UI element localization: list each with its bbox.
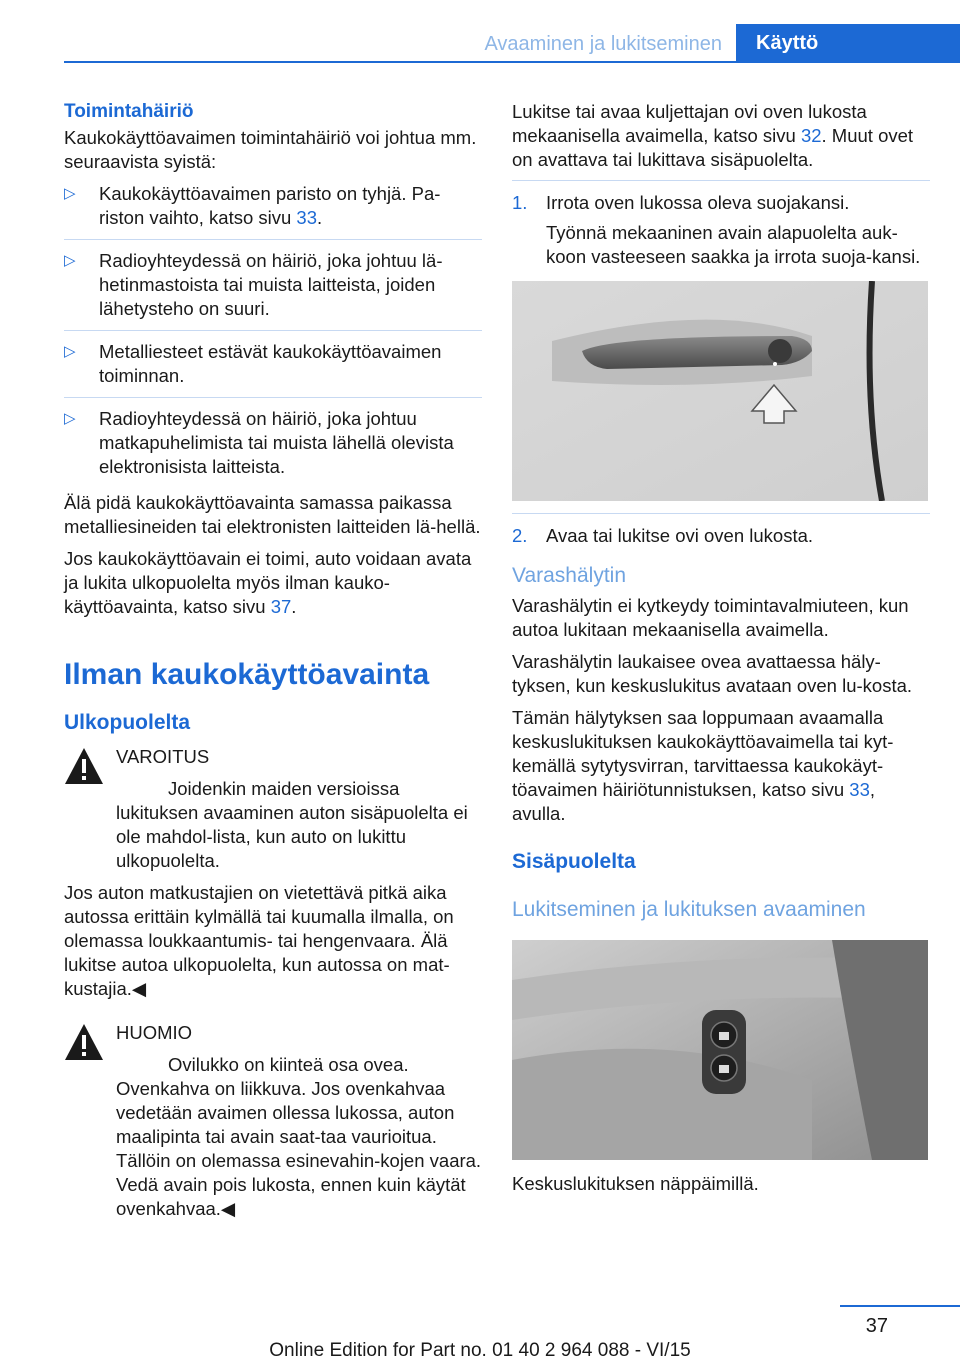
main-heading: Ilman kaukokäyttöavainta	[64, 658, 430, 691]
fault-intro: Kaukokäyttöavaimen toimintahäiriö voi johtua mm. seuraavista syistä:	[64, 127, 477, 172]
paragraph: Älä pidä kaukokäyttöavainta samassa paikassa metalliesineiden tai elektronisten laitteiden lä‐hellä.	[64, 492, 481, 537]
outside-heading: Ulkopuolelta	[64, 711, 191, 734]
list-item: 2. Avaa tai lukitse ovi oven lukosta.	[512, 525, 814, 546]
warning-paragraph: Jos auton matkustajien on vietettävä pitkä aika autossa erittäin kylmällä tai kuumalla ilmalla, on olemassa loukkaantumis- tai hengenvaara. Älä lukitse autoa ulkopuolelta, kun autossa on mat‐kustajia.◀	[64, 882, 454, 999]
page-number: 37	[865, 1315, 888, 1337]
paragraph: Lukitse tai avaa kuljettajan ovi oven lukosta mekaanisella avaimella, katso sivu 32. Muut ovet on avattava tai lukittava sisäpuolelta.	[512, 101, 914, 170]
right-column	[512, 100, 930, 1204]
warning-text: Joidenkin maiden versioissa lukituksen avaaminen auton sisäpuolelta ei ole mahdol‐lista, kun auto on lukittu ulkopuolelta.	[116, 778, 468, 871]
triangle-bullet-icon: ▷	[64, 410, 76, 427]
triangle-bullet-icon: ▷	[64, 185, 76, 202]
step-list	[512, 191, 930, 269]
warning-triangle-icon	[64, 747, 104, 785]
divider	[512, 180, 930, 181]
edition-footer: Online Edition for Part no. 01 40 2 964 088 - VI/15	[269, 1340, 691, 1361]
list-item: ▷ Kaukokäyttöavaimen paristo on tyhjä. Pa‐riston vaihto, katso sivu 33.	[64, 182, 482, 240]
page-link-33[interactable]: 33	[296, 207, 317, 228]
door-handle-photo	[512, 281, 928, 501]
list-item: 1. Irrota oven lukossa oleva suojakansi. Työnnä mekaaninen avain alapuolelta auk‐koon vasteeseen saakka ja irrota suoja‐kansi.	[512, 192, 921, 267]
divider	[512, 513, 930, 514]
paragraph: Varashälytin laukaisee ovea avattaessa häly‐tyksen, kun keskuslukitus avataan oven lu‐kosta.	[512, 651, 913, 696]
page-link-33[interactable]: 33	[849, 779, 870, 800]
lock-unlock-heading: Lukitseminen ja lukituksen avaaminen	[512, 898, 866, 921]
page-link-32[interactable]: 32	[800, 125, 822, 146]
list-item: ▷ Radioyhteydessä on häiriö, joka johtuu lä‐hetinmastoista tai muista laitteista, joiden lähetysteho on suuri.	[64, 249, 482, 331]
header-rule	[64, 61, 960, 63]
inside-heading: Sisäpuolelta	[512, 850, 636, 873]
step-number: 2.	[512, 525, 528, 546]
left-column	[64, 100, 482, 1229]
list-item: ▷ Metalliesteet estävät kaukokäyttöavaimen toiminnan.	[64, 340, 482, 398]
warning-block	[64, 745, 482, 873]
fault-heading: Toimintahäiriö	[64, 101, 194, 122]
step-list	[512, 524, 930, 548]
header-section-title: Avaaminen ja lukitseminen	[484, 33, 722, 55]
paragraph: Jos kaukokäyttöavain ei toimi, auto voidaan avata ja lukita ulkopuolelta myös ilman kauko‐käyttöavainta, katso sivu 37.	[64, 548, 472, 617]
fault-cause-list	[64, 182, 482, 483]
footer-rule	[840, 1305, 960, 1307]
warning-triangle-icon	[64, 1023, 104, 1061]
alarm-heading: Varashälytin	[512, 564, 627, 587]
notice-text: Ovilukko on kiinteä osa ovea. Ovenkahva on liikkuva. Jos ovenkahvaa vedetään avaimen ollessa lukossa, auton maalipinta tai avain saat‐taa vaurioitua. Tällöin on olemassa esinevahin‐kojen vaara. Vedä avain pois lukosta, ennen kuin käytät ovenkahvaa.◀	[116, 1054, 482, 1219]
notice-title: HUOMIO	[116, 1022, 193, 1043]
triangle-bullet-icon: ▷	[64, 252, 76, 269]
paragraph: Varashälytin ei kytkeydy toimintavalmiuteen, kun autoa lukitaan mekaanisella avaimella.	[512, 595, 909, 640]
warning-title: VAROITUS	[116, 746, 210, 767]
paragraph: Tämän hälytyksen saa loppumaan avaamalla keskuslukituksen kaukokäyttöavaimella tai kyt‐kemällä sytytysvirran, tarvittaessa kaukokäyt‐töavaimen häiriötunnistuksen, katso sivu 33, avulla.	[512, 707, 894, 824]
header-chapter-tab: Käyttö	[736, 24, 960, 63]
triangle-bullet-icon: ▷	[64, 343, 76, 360]
page-link-37[interactable]: 37	[270, 596, 292, 617]
step-number: 1.	[512, 192, 528, 213]
image-caption: Keskuslukituksen näppäimillä.	[512, 1173, 759, 1194]
central-lock-buttons-photo	[512, 940, 928, 1160]
list-item: ▷ Radioyhteydessä on häiriö, joka johtuu matkapuhelimista tai muista lähellä olevista elektronisista laitteista.	[64, 408, 454, 477]
notice-block	[64, 1021, 482, 1221]
